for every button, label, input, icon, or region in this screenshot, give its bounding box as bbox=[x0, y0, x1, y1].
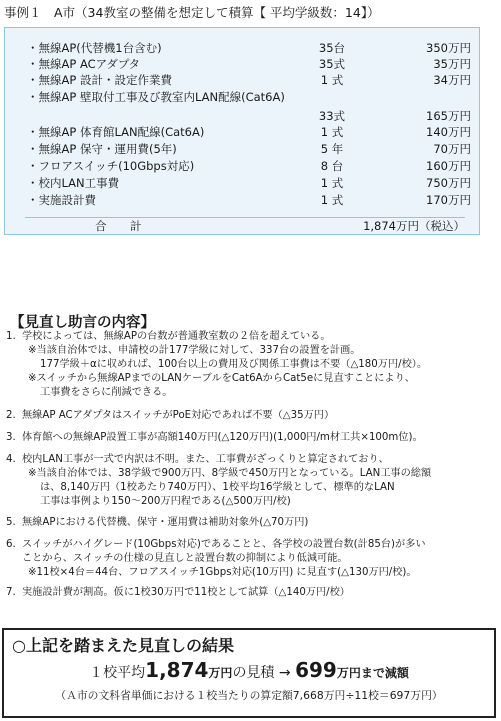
item-price: 34万円 bbox=[433, 73, 471, 87]
advice-line: ※当該自治体では、申請校の計177学級に対して、337台の設置を計画。 bbox=[28, 345, 361, 356]
item-label: ・実施設計費 bbox=[27, 193, 96, 207]
advice-number: 1. bbox=[6, 331, 16, 342]
table-row bbox=[5, 90, 479, 105]
advice-number: 5. bbox=[6, 517, 16, 528]
advice-line: 学校によっては、無線APの台数が普通教室数の２倍を超えている。 bbox=[22, 331, 331, 342]
advice-number: 7. bbox=[6, 587, 16, 598]
item-qty: 1 式 bbox=[320, 193, 344, 207]
advice-line: ※11校×4台＝44台、フロアスイッチ1Gbps対応(10万円) に見直す(△130万円/校)。 bbox=[28, 567, 417, 578]
before-amount: 1,874 bbox=[145, 658, 209, 682]
item-price: 140万円 bbox=[426, 125, 471, 139]
cost-table bbox=[4, 27, 480, 235]
result-summary bbox=[4, 658, 494, 682]
item-qty: 35式 bbox=[318, 57, 346, 71]
table-row bbox=[5, 159, 479, 174]
result-prefix: １校平均 bbox=[89, 665, 146, 681]
advice-line: 無線AP ACアダプタはスイッチがPoE対応であれば不要（△35万円） bbox=[22, 410, 335, 421]
item-qty: 1 式 bbox=[320, 176, 344, 190]
advice-line: ※当該自治体では、38学級で900万円、8学級で450万円となっている。LAN工事の総額 bbox=[28, 468, 432, 479]
item-label: ・校内LAN工事費 bbox=[27, 176, 120, 190]
table-row bbox=[5, 142, 479, 157]
item-qty: 8 台 bbox=[320, 159, 344, 173]
table-row bbox=[5, 125, 479, 140]
case-header: 事例１ A市（34教室の整備を想定して積算【 平均学級数：14】） bbox=[4, 5, 380, 20]
item-label: ・無線AP 設計・設定作業費 bbox=[27, 73, 172, 87]
advice-line: 体育館への無線AP設置工事が高額140万円(△120万円)(1,000円/m材工共×100m位)。 bbox=[22, 432, 423, 443]
item-qty: 35台 bbox=[318, 41, 346, 55]
advice-line: 実施設計費が割高。仮に1校30万円で11校として試算（△140万円/校） bbox=[22, 587, 350, 598]
item-label: ・無線AP 保守・運用費(5年) bbox=[27, 142, 177, 156]
advice-line: スイッチがハイグレード(10Gbps対応)であることと、各学校の設置台数(計85台)が多い bbox=[22, 539, 426, 550]
advice-number: 4. bbox=[6, 454, 16, 465]
advice-line: 工事費をさらに削減できる。 bbox=[40, 387, 173, 398]
result-box bbox=[2, 628, 496, 718]
item-price: 70万円 bbox=[433, 142, 471, 156]
item-price: 170万円 bbox=[426, 193, 471, 207]
item-qty: 1 式 bbox=[320, 73, 344, 87]
result-middle: の見積 → bbox=[232, 665, 296, 681]
table-row bbox=[5, 57, 479, 72]
advice-number: 3. bbox=[6, 432, 16, 443]
advice-number: 6. bbox=[6, 539, 16, 550]
item-qty: 1 式 bbox=[320, 125, 344, 139]
table-row bbox=[5, 193, 479, 208]
item-qty: 5 年 bbox=[320, 142, 344, 156]
advice-line: 177学級＋αに収めれば、100台以上の費用及び関係工事費は不要（△180万円/校）。 bbox=[40, 359, 428, 370]
table-row bbox=[5, 109, 479, 124]
result-note: （Ａ市の文科省単価における１校当たりの算定額7,668万円÷11校＝697万円） bbox=[55, 689, 443, 702]
item-label: ・無線AP ACアダプタ bbox=[27, 57, 141, 71]
advice-line: ※スイッチから無線APまでのLANケーブルをCat6AからCat5eに見直すことにより、 bbox=[28, 373, 415, 384]
item-price: 750万円 bbox=[426, 176, 471, 190]
advice-line: は、8,140万円（1校あたり740万円）、1校平均16学級として、標準的なLAN bbox=[40, 482, 395, 493]
result-title: ○上記を踏まえた見直しの結果 bbox=[12, 636, 234, 655]
item-label: ・無線AP 体育館LAN配線(Cat6A) bbox=[27, 125, 205, 139]
advice-line: 無線APにおける代替機、保守・運用費は補助対象外(△70万円) bbox=[22, 517, 309, 528]
item-label: ・無線AP(代替機1台含む) bbox=[27, 41, 162, 55]
advice-number: 2. bbox=[6, 410, 16, 421]
table-row bbox=[5, 41, 479, 56]
advice-line: 校内LAN工事が一式で内訳は不明。また、工事費がざっくりと算定されており、 bbox=[22, 454, 389, 465]
item-qty: 33式 bbox=[318, 109, 346, 123]
item-label: ・フロアスイッチ(10Gbps対応) bbox=[27, 159, 195, 173]
total-label: 合 計 bbox=[95, 219, 148, 233]
item-label: ・無線AP 壁取付工事及び教室内LAN配線(Cat6A) bbox=[27, 90, 285, 104]
item-price: 350万円 bbox=[426, 41, 471, 55]
table-row bbox=[5, 176, 479, 191]
before-unit: 万円 bbox=[208, 666, 233, 680]
advice-title: 【見直し助言の内容】 bbox=[10, 315, 155, 331]
total-row bbox=[25, 217, 465, 235]
advice-line: 工事は事例より150～200万円程である(△500万円/校) bbox=[40, 496, 291, 507]
item-price: 160万円 bbox=[426, 159, 471, 173]
total-value: 1,874万円（税込） bbox=[363, 219, 465, 233]
after-unit: 万円まで減額 bbox=[336, 666, 409, 680]
advice-line: ことから、スイッチの仕様の見直しと設置台数の抑制により低減可能。 bbox=[22, 553, 348, 564]
table-row bbox=[5, 73, 479, 88]
item-price: 165万円 bbox=[426, 109, 471, 123]
item-price: 35万円 bbox=[433, 57, 471, 71]
after-amount: 699 bbox=[295, 658, 337, 682]
